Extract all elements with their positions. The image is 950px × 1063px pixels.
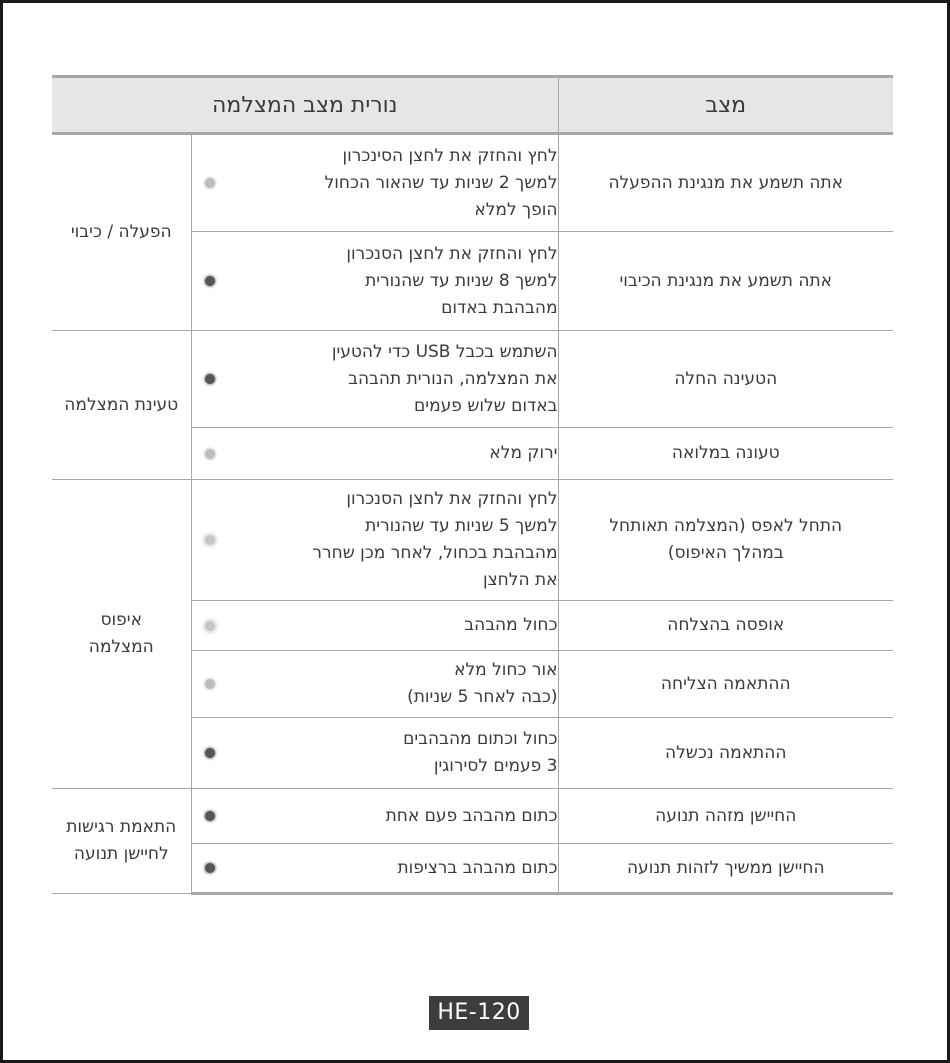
led-dot-icon: [205, 748, 215, 758]
header-state: מצב: [558, 77, 893, 134]
state-cell: הטעינה החלה: [558, 331, 893, 428]
group-reset: איפוס המצלמה: [52, 480, 191, 789]
led-dot-icon: [205, 863, 215, 873]
indicator-text-line: כחול וכתום מהבהבים: [403, 729, 558, 749]
indicator-text-line: אור כחול מלא: [454, 660, 558, 680]
led-dot-icon: [205, 374, 215, 384]
indicator-text-line: כתום מהבהב פעם אחת: [385, 805, 558, 826]
model-badge: HE-120: [429, 996, 529, 1030]
group-motion-sensitivity: התאמת רגישות לחיישן תנועה: [52, 789, 191, 894]
table-row: [52, 789, 893, 844]
indicator-cell: [191, 232, 558, 331]
indicator-text-line: מהבהבת באדום: [441, 297, 558, 318]
indicator-text-line: למשך 8 שניות עד שהנורית: [365, 270, 558, 291]
indicator-text-line: מהבהבת בכחול, לאחר מכן שחרר: [312, 543, 558, 563]
indicator-cell: [191, 480, 558, 601]
led-dot-icon: [205, 679, 215, 689]
state-cell: החיישן מזהה תנועה: [558, 789, 893, 844]
led-dot-icon: [205, 535, 215, 545]
table-row: [52, 331, 893, 428]
led-status-table: [52, 75, 893, 895]
indicator-cell: [191, 718, 558, 789]
led-dot-icon: [205, 276, 215, 286]
state-cell: התחל לאפס (המצלמה תאותחל במהלך האיפוס): [558, 480, 893, 601]
state-cell: החיישן ממשיך לזהות תנועה: [558, 844, 893, 894]
state-cell: אתה תשמע את מנגינת הכיבוי: [558, 232, 893, 331]
indicator-text-line: לחץ והחזק את לחצן הסינכרון: [342, 145, 558, 166]
group-charging: טעינת המצלמה: [52, 331, 191, 480]
led-dot-icon: [205, 811, 215, 821]
indicator-cell: [191, 844, 558, 894]
indicator-text-line: לחץ והחזק את לחצן הסנכרון: [346, 489, 558, 509]
indicator-cell: [191, 789, 558, 844]
header-indicator: נורית מצב המצלמה: [52, 77, 558, 134]
state-cell: ההתאמה הצליחה: [558, 651, 893, 718]
indicator-text-line: (כבה לאחר 5 שניות): [407, 687, 558, 707]
led-dot-icon: [205, 449, 215, 459]
indicator-text-line: למשך 2 שניות עד שהאור הכחול: [324, 172, 558, 193]
group-power: הפעלה / כיבוי: [52, 134, 191, 331]
state-cell: טעונה במלואה: [558, 428, 893, 480]
indicator-text-line: את המצלמה, הנורית תהבהב: [348, 368, 558, 389]
indicator-cell: [191, 601, 558, 651]
state-cell: ההתאמה נכשלה: [558, 718, 893, 789]
indicator-text-line: למשך 5 שניות עד שהנורית: [365, 516, 558, 536]
indicator-cell: [191, 428, 558, 480]
table-row: [52, 480, 893, 601]
indicator-text-line: 3 פעמים לסירוגין: [433, 756, 558, 776]
table-header-row: [52, 77, 893, 134]
indicator-text-line: את הלחצן: [482, 570, 558, 590]
table-row: [52, 134, 893, 232]
indicator-text-line: באדום שלוש פעמים: [414, 395, 558, 416]
indicator-text-line: כחול מהבהב: [464, 615, 558, 635]
led-dot-icon: [205, 621, 215, 631]
indicator-text-line: לחץ והחזק את לחצן הסנכרון: [346, 243, 558, 264]
state-cell: אופסה בהצלחה: [558, 601, 893, 651]
led-dot-icon: [205, 178, 215, 188]
indicator-cell: [191, 134, 558, 232]
indicator-text-line: כתום מהבהב ברציפות: [397, 857, 558, 878]
indicator-cell: [191, 651, 558, 718]
indicator-text-line: ירוק מלא: [489, 443, 558, 463]
state-cell: אתה תשמע את מנגינת ההפעלה: [558, 134, 893, 232]
indicator-text-line: הופך למלא: [474, 199, 558, 220]
indicator-text-line: השתמש בכבל USB כדי להטעין: [331, 341, 558, 362]
indicator-cell: [191, 331, 558, 428]
